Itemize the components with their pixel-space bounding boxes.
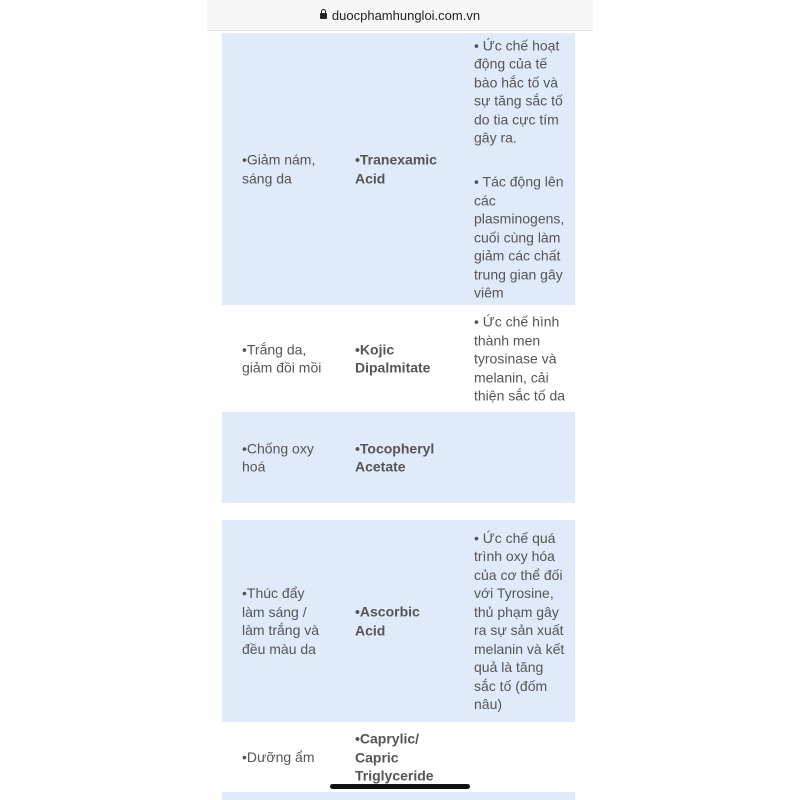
ingredient-cell: •Caprylic/ Capric Triglyceride: [355, 730, 434, 784]
ingredient-cell: •Ascorbic Acid: [355, 603, 420, 638]
table-row: [222, 412, 575, 503]
note-text: • Ức chế hình thành men tyrosinase và melanin, cải thiện sắc tố da: [474, 313, 566, 404]
browser-viewport: [207, 0, 593, 800]
table-row: [222, 792, 575, 800]
effect-cell: •Thúc đẩy làm sáng / làm trắng và đều màu da: [242, 585, 320, 657]
table-row: [222, 305, 575, 412]
ingredient-cell: •Tranexamic Acid: [355, 151, 437, 186]
home-indicator[interactable]: [330, 784, 470, 789]
effect-cell: •Chống oxy hoá: [242, 440, 314, 475]
ingredient-cell: •Tocopheryl Acetate: [355, 440, 435, 475]
table-row: [222, 33, 575, 305]
note-text: • Tác động lên các plasminogens, cuối cùng làm giảm các chất trung gian gây viêm: [474, 173, 565, 301]
note-text: • Ức chế quá trình oxy hóa của cơ thể đối với Tyrosine, thủ phạm gây ra sự sản xuất melanin và kết quả là tăng sắc tố (đốm nâu): [474, 529, 565, 712]
notes-cell: [474, 18, 584, 321]
ingredient-cell: •Kojic Dipalmitate: [355, 341, 431, 376]
lock-icon: [320, 13, 327, 19]
table-row: [222, 722, 575, 792]
effect-cell: •Giảm nám, sáng da: [242, 151, 316, 186]
effect-cell: •Dưỡng ẩm: [242, 748, 315, 765]
notes-cell: [474, 294, 584, 424]
effect-cell: •Trắng da, giảm đồi mồi: [242, 341, 322, 376]
url-text: duocphamhungloi.com.vn: [331, 7, 481, 23]
note-text: • Ức chế hoạt động của tế bào hắc tố và sự tăng sắc tố do tia cực tím gây ra.: [474, 37, 563, 146]
notes-cell: [474, 510, 584, 732]
table-row: [222, 520, 575, 722]
